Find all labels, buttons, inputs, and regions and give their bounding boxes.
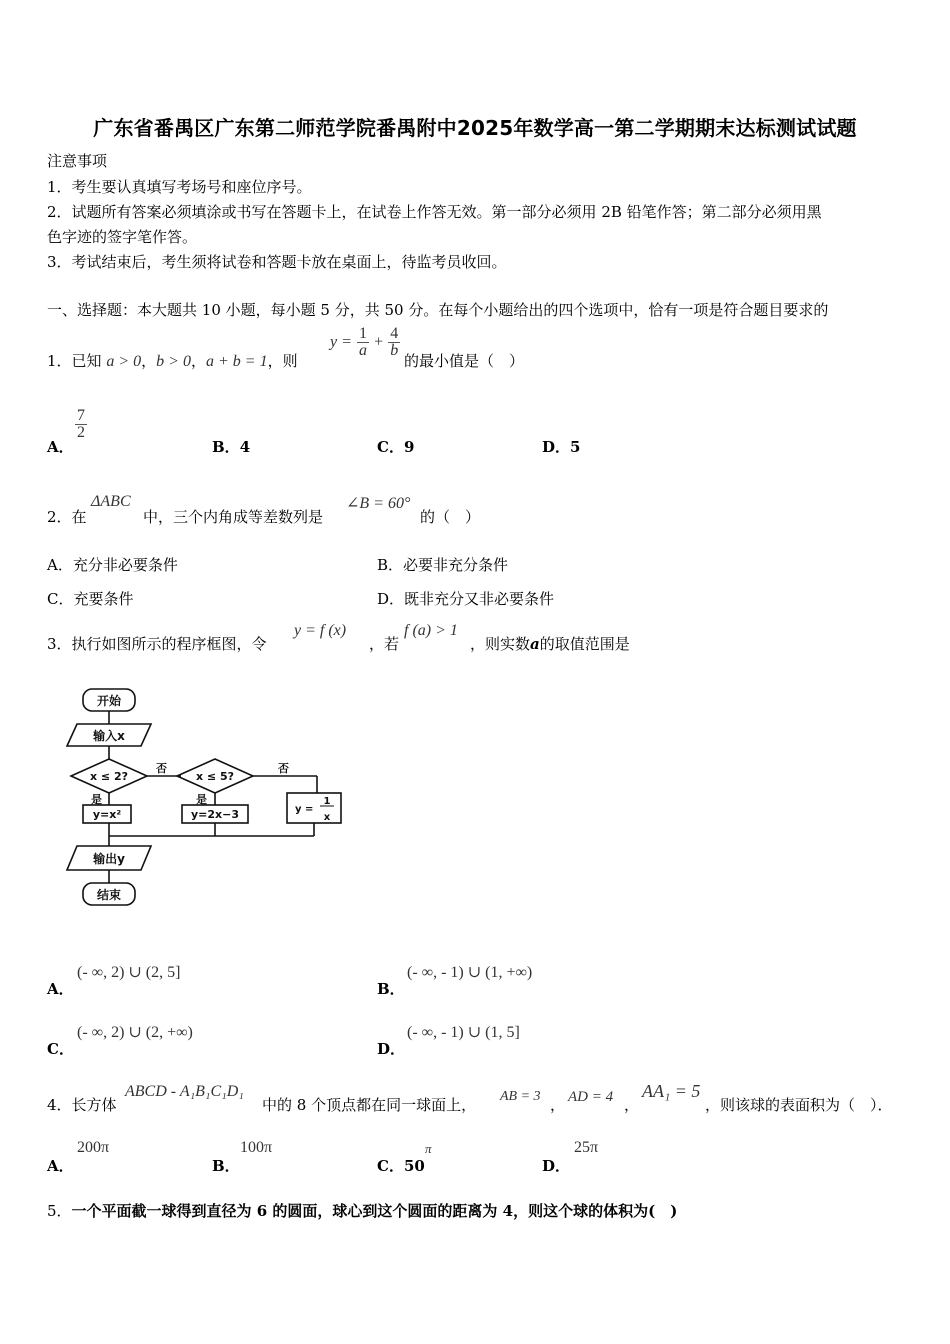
numerator: 7 [77,407,85,424]
option-value: 9 [403,438,415,456]
option-A-value: (- ∞, 2) ∪ (2, 5] [77,964,181,981]
notice-heading: 注意事项 [47,152,108,170]
q1-fraction-2 [388,326,400,359]
q3-post: ，则实数 [470,635,531,653]
q3-text-pre: 执行如图所示的程序框图，令 [71,635,267,653]
option-B-value: 100π [240,1139,273,1156]
q1-cond-b: b > 0 [156,353,191,370]
option-D [542,436,580,457]
q5-text: 一个平面截一球得到直径为 6 的圆面，球心到这个圆面的距离为 4，则这个球的体积为( ) [71,1202,678,1220]
option-D-label: D． [542,1157,571,1175]
notice-item: 色字迹的签字笔作答。 [47,228,198,246]
flow-output-text: 输出y [93,852,125,866]
flow-box-2-text: y=2x−3 [190,808,240,821]
q4-ad: AD = 4 [568,1089,614,1105]
q2-text-mid: 中，三个内角成等差数列是 [143,508,324,526]
option-D-value: (- ∞, - 1) ∪ (1, 5] [407,1024,520,1041]
section-heading: 一、选择题：本大题共 10 小题，每小题 5 分，共 50 分。在每个小题给出的四个选项中，恰有一项是符合题目要求的 [47,301,829,319]
flow-no-1: 否 [156,762,167,775]
notice-item: 1．考生要认真填写考场号和座位序号。 [47,178,312,196]
question-2 [47,507,87,527]
question-number: 4． [47,1096,72,1114]
q2-angle: ∠B = 60° [346,495,411,512]
option-value: 5 [570,438,581,456]
q2-text-post: 的（ ） [420,508,481,526]
flow-d1-text: x ≤ 2? [89,770,129,783]
option-label: B． [212,438,240,456]
q3-function: y = f (x) [294,622,347,639]
option-D-value: 25π [574,1139,599,1156]
option-B-label: B． [377,980,405,998]
option-C-label: C． [47,1040,74,1058]
q1-sep: ， [190,352,206,370]
option-C [377,1155,425,1176]
q1-plus: + [374,333,384,351]
notice-item: 3．考试结束后，考生须将试卷和答题卡放在桌面上，待监考员收回。 [47,253,507,271]
q4-aa1: AA₁ = 5 [642,1081,701,1101]
flow-box-1-text: y=x² [92,808,122,821]
question-3 [47,634,267,654]
q1-cond-a: a > 0 [106,353,142,370]
option-B: B．必要非充分条件 [377,556,509,574]
flow-d2-text: x ≤ 5? [195,770,235,783]
denominator: b [390,342,399,359]
option-label: C． [377,438,404,456]
q4-sep: ， [624,1096,640,1114]
flowchart [55,680,355,915]
q4-text-post: ，则该球的表面积为（ ）． [705,1096,893,1114]
q2-text-pre: 在 [71,508,87,526]
question-number: 2． [47,508,72,526]
notice-item: 2．试题所有答案必须填涂或书写在答题卡上，在试卷上作答无效。第一部分必须用 2B 铅笔作答；第二部分必须用黑 [47,203,822,221]
option-D: D．既非充分又非必要条件 [377,590,555,608]
numerator: 1 [359,325,367,342]
q2-triangle: ΔABC [91,493,131,510]
flow-end-text: 结束 [96,888,122,902]
option-value: 4 [239,438,251,456]
q1-cond-sum: a + b = 1 [205,353,268,370]
question-5 [47,1201,677,1221]
option-D-label: D． [377,1040,406,1058]
option-A-label: A． [47,980,74,998]
q1-fraction-1 [357,326,369,359]
option-A: A．充分非必要条件 [47,556,178,574]
option-B-label: B． [212,1157,240,1175]
flow-no-2: 否 [278,762,289,775]
flow-box-3-den: x [323,812,331,823]
option-C: C．充要条件 [47,590,134,608]
q1-text-pre: 已知 [71,352,102,370]
option-A-label: A． [47,1157,74,1175]
q1-expression [330,326,400,359]
q1-y: y = [330,333,352,351]
option-C-pi: π [425,1141,432,1156]
q4-text-mid: 中的 8 个顶点都在同一球面上， [262,1096,477,1114]
q3-text-mid: ，若 [369,635,400,653]
q4-solid: ABCD - A₁B₁C₁D₁ [125,1083,244,1100]
q3-text-post [470,634,630,654]
flow-yes-1: 是 [91,793,102,806]
q4-text-pre: 长方体 [71,1096,117,1114]
option-B [212,436,250,457]
option-A-value [75,408,87,441]
q4-sep: ， [550,1096,566,1114]
flow-box-3-num: 1 [323,796,331,807]
option-A-value: 200π [77,1139,110,1156]
q3-condition: f (a) > 1 [404,622,458,639]
option-value: 50 [403,1157,425,1175]
question-number: 3． [47,635,72,653]
flow-yes-2: 是 [196,793,207,806]
flow-box-3-text: y = [295,804,314,815]
denominator: a [359,342,367,359]
q1-sep: ， [141,352,157,370]
q3-var: a [530,635,540,653]
option-label: C． [377,1157,404,1175]
question-1 [47,351,298,372]
question-number: 1． [47,352,72,370]
denominator: 2 [77,424,85,441]
option-C [377,436,414,457]
q4-ab: AB = 3 [500,1089,541,1104]
question-number: 5． [47,1202,72,1220]
flow-input-text: 输入x [93,729,125,743]
question-4 [47,1095,117,1115]
option-label: D． [542,438,571,456]
page-title: 广东省番禺区广东第二师范学院番禺附中2025年数学高一第二学期期末达标测试试题 [93,116,857,140]
option-B-value: (- ∞, - 1) ∪ (1, +∞) [407,964,533,981]
fraction-seven-halves [75,408,87,441]
numerator: 4 [390,325,399,342]
option-A-label: A． [47,438,74,456]
flow-start-text: 开始 [96,694,122,708]
q1-text-mid: ，则 [267,352,298,370]
option-C-value: (- ∞, 2) ∪ (2, +∞) [77,1024,193,1041]
q3-end: 的取值范围是 [539,635,630,653]
q1-text-post: 的最小值是（ ） [404,352,525,370]
